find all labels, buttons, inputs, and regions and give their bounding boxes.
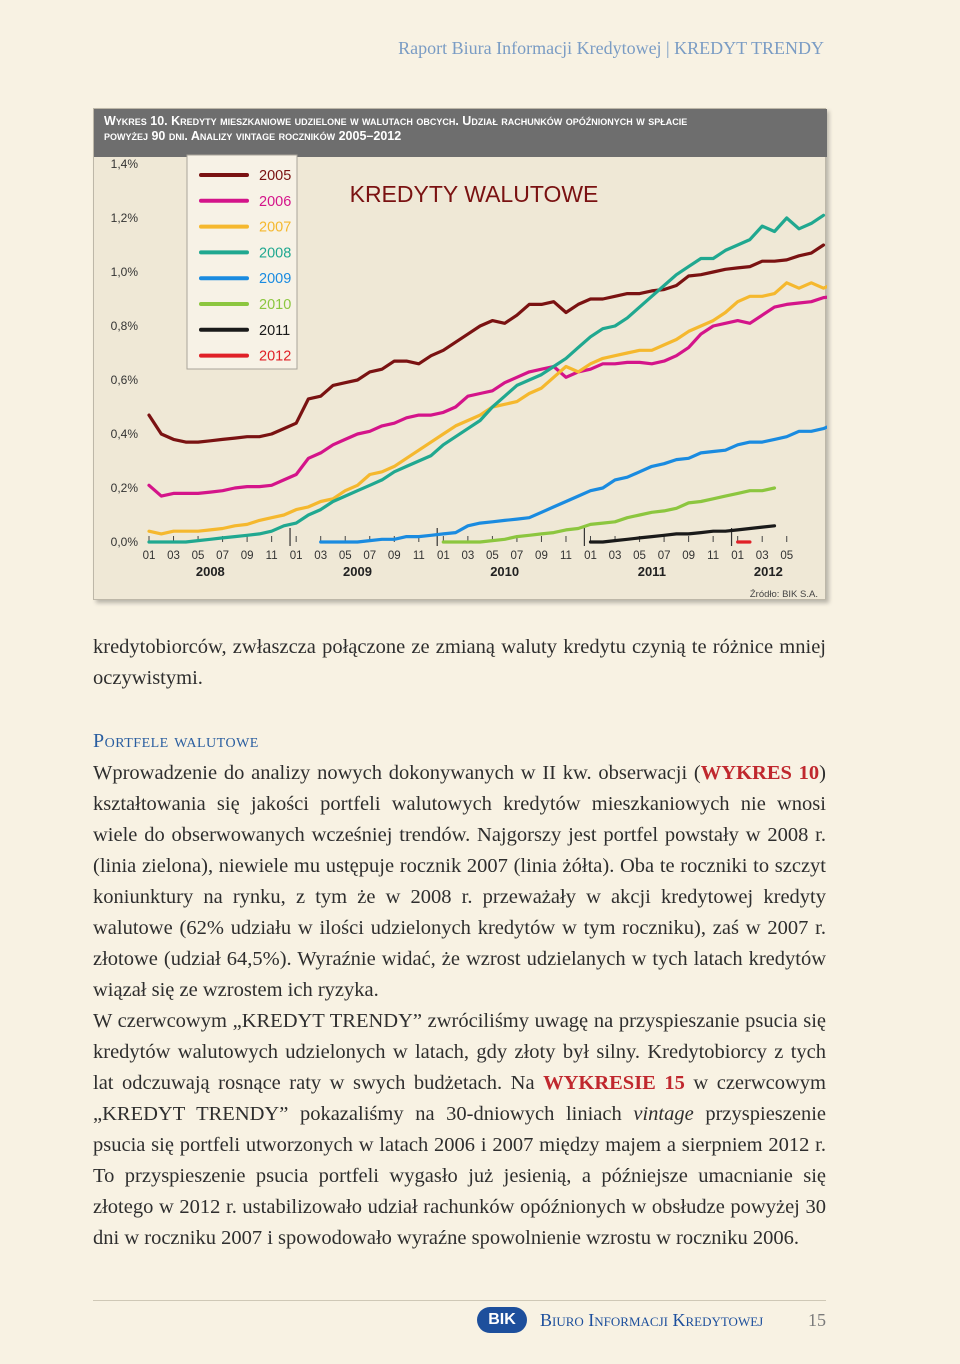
figure-caption-line-1: Wykres 10. Kredyty mieszkaniowe udzielone w walutach obcych. Udział rachunków opóźnionych w spłacie [104, 114, 688, 128]
year-label: 2010 [490, 564, 520, 579]
chart-source: Źródło: BIK S.A. [749, 589, 818, 600]
legend-label: 2006 [259, 193, 292, 210]
y-tick-label: 0,0% [110, 535, 138, 549]
x-tick-label: 07 [363, 550, 377, 562]
chart-title: KREDYTY WALUTOWE [349, 181, 599, 207]
x-tick-label: 07 [216, 550, 229, 562]
x-tick-label: 09 [387, 550, 401, 562]
x-tick-label: 09 [535, 550, 548, 562]
paragraph-main: Wprowadzenie do analizy nowych dokonywanych w II kw. obserwacji (WYKRES 10) kształtowania się jakości portfeli walutowych kredytów mieszkaniowych nie wnosi wiele do obserwowanych wcześniej trendów. Najgorszy jest portfel powstały w 2008 r. (linia zielona), niewiele mu ustępuje rocznik 2007 (linia żółta). Oba te roczniki to szczyt koniunktury na rynku, z tym że w 2008 r. przeważały w akcji kredytowej kredyty walutowe (62% udziału w ilości udzielonych kredytów w tym roczniku), zaś w 2007 r. złotowe (udział 64,5%). Wyraźnie widać, że wzrost udzielanych w tych latach kredytów wiązał się ze wzrostem ich ryzyka. W czerwcowym „KREDYT TRENDY” zwróciliśmy uwagę na przyspieszanie psucia się kredytów walutowych udzielonych w latach, gdy złoty był silny. Kredytobiorcy z tych lat odczuwają rosnące raty w swych budżetach. Na WYKRESIE 15 w czerwcowym „KREDYT TRENDY” pokazaliśmy na 30-dniowych liniach vintage przyspieszenie psucia się portfeli utworzonych w latach 2006 i 2007 między majem a sierpniem 2012 r. To przyspieszenie psucia portfeli wygasło już jesienią, a późniejsze umacnianie się złotego w 2012 r. ustabilizowało udział rachunków opóźnionych w obsłudze powyżej 30 dni w roczniku 2007 i spowodowało wyraźne spowolnienie wzrostu w roczniku 2006. [93, 762, 827, 1249]
line-chart [94, 109, 827, 601]
legend-label: 2008 [259, 245, 292, 262]
x-tick-label: 03 [755, 550, 769, 562]
x-tick-label: 03 [608, 550, 622, 562]
x-tick-label: 09 [682, 550, 696, 562]
series-line-2011 [591, 526, 775, 542]
footer-divider [93, 1300, 826, 1301]
x-tick-label: 09 [240, 550, 254, 562]
x-tick-label: 01 [584, 550, 597, 562]
y-tick-label: 1,0% [110, 265, 138, 279]
x-tick-label: 01 [436, 550, 450, 562]
y-tick-label: 1,4% [110, 157, 138, 171]
y-tick-label: 0,2% [110, 481, 138, 495]
y-tick-label: 0,6% [110, 373, 138, 387]
x-tick-label: 03 [461, 550, 475, 562]
chart-reference: WYKRES 10 [700, 762, 820, 784]
legend-label: 2011 [259, 322, 291, 339]
legend-label: 2005 [259, 168, 292, 184]
paragraph-continuation: kredytobiorców, zwłaszcza połączone ze zmianą waluty kredytu czynią te różnice mniej oczywistymi. [93, 636, 826, 689]
x-tick-label: 01 [142, 550, 156, 562]
x-tick-label: 05 [633, 550, 646, 562]
bik-logo: BIK [477, 1307, 527, 1333]
figure-caption-line-2: powyżej 90 dni. Analizy vintage roczników 2005–2012 [104, 129, 402, 143]
x-tick-label: 11 [265, 550, 278, 562]
year-label: 2011 [637, 564, 666, 579]
x-tick-label: 11 [560, 550, 572, 562]
x-tick-label: 01 [731, 550, 745, 562]
y-tick-label: 1,2% [110, 211, 138, 225]
legend-label: 2010 [259, 297, 292, 313]
x-tick-label: 01 [289, 550, 303, 562]
x-tick-label: 05 [191, 550, 205, 562]
section-heading: Portfele walutowe [93, 730, 259, 752]
x-tick-label: 11 [707, 550, 720, 562]
x-tick-label: 05 [780, 550, 794, 562]
year-label: 2009 [343, 564, 372, 579]
x-tick-label: 05 [338, 550, 352, 562]
x-tick-label: 07 [657, 550, 671, 562]
footer-org-name: Biuro Informacji Kredytowej [540, 1310, 764, 1330]
x-tick-label: 03 [167, 550, 180, 562]
y-tick-label: 0,4% [110, 427, 138, 441]
year-label: 2008 [195, 564, 225, 579]
legend-label: 2007 [259, 219, 292, 236]
y-tick-label: 0,8% [110, 319, 138, 333]
legend-label: 2009 [259, 271, 292, 288]
x-tick-label: 07 [510, 550, 524, 562]
series-line-2009 [321, 421, 827, 543]
series-line-2010 [443, 488, 774, 542]
legend-label: 2012 [259, 348, 292, 365]
year-label: 2012 [753, 564, 783, 579]
x-tick-label: 03 [314, 550, 328, 562]
page-number: 15 [808, 1310, 826, 1330]
chart-reference-15: WYKRESIE 15 [543, 1072, 685, 1094]
figure-10 [93, 108, 826, 600]
x-tick-label: 05 [485, 550, 499, 562]
running-header: Raport Biura Informacji Kredytowej | KREDYT TRENDY [398, 38, 824, 58]
x-tick-label: 11 [412, 550, 425, 562]
